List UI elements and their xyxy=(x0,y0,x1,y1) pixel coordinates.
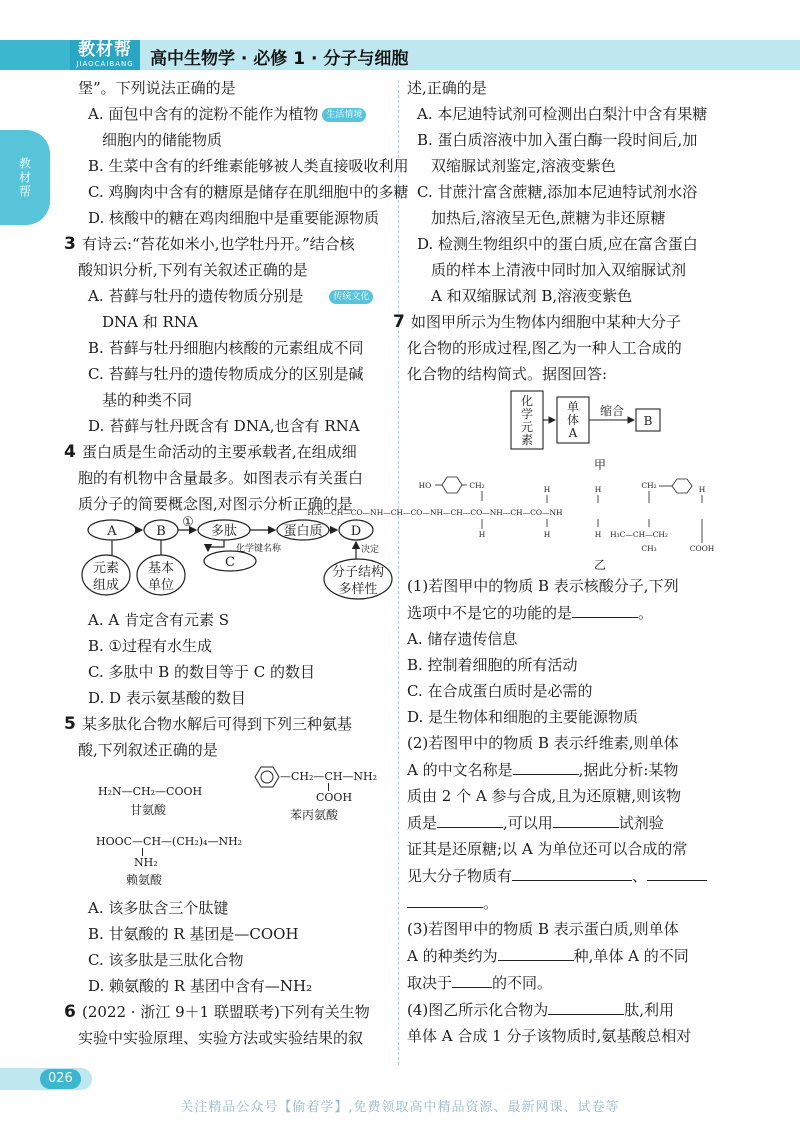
h-label: H xyxy=(594,530,602,539)
answer-blank[interactable] xyxy=(553,809,619,828)
q7-p2-2b: ,据此分析:某物 xyxy=(578,761,679,779)
ch2-label: CH₂ xyxy=(641,481,657,490)
q7-p1-2-end: 。 xyxy=(638,604,654,622)
q3-option-b: B. 苔藓与牡丹细胞内核酸的元素组成不同 xyxy=(88,339,364,357)
q2-option-b: B. 生菜中含有的纤维素能够被人类直接吸收利用 xyxy=(88,157,409,175)
q7-p2-2 xyxy=(407,756,725,783)
figure-yi-caption: 乙 xyxy=(593,558,607,572)
answer-blank[interactable] xyxy=(437,809,503,828)
node-A: A xyxy=(107,524,117,539)
side-tab: 教材帮 xyxy=(0,130,50,225)
q7-p2-2a: A 的中文名称是 xyxy=(407,761,513,779)
question-number: 3 xyxy=(64,234,76,254)
q3-option-a-text: A. 苔藓与牡丹的遗传物质分别是 xyxy=(88,287,304,305)
q3-option-a-cont: DNA 和 RNA xyxy=(102,313,198,331)
q7-p2-6a: 见大分子物质有 xyxy=(407,867,513,885)
q7-p2-5: 证其是还原糖;以 A 为单位还可以合成的常 xyxy=(407,840,688,858)
logo-sub-text: JIAOCAIBANG xyxy=(76,60,134,68)
q6-option-d-cont: 质的样本上清液中同时加入双缩脲试剂 xyxy=(431,261,687,279)
benzene-ring-icon xyxy=(254,765,280,789)
brand-logo xyxy=(70,40,140,70)
q5-stem-1: 某多肽化合物水解后可得到下列三种氨基 xyxy=(82,715,353,733)
n-terminal: H₂N—CH—CO—NH—CH—CO—NH—CH—CO—NH—CH—CO—NH xyxy=(307,508,563,517)
q5-stem-2: 酸,下列叙述正确的是 xyxy=(78,741,218,759)
q7-p2-3: 质由 2 个 A 参与合成,且为还原糖,则该物 xyxy=(407,787,681,805)
bond-line xyxy=(142,848,143,856)
node-structure-2: 多样性 xyxy=(338,582,378,597)
q7-stem xyxy=(393,309,725,335)
q7-p3-2b: 种,单体 A 的不同 xyxy=(573,947,689,965)
q7-p2-4c: 试剂验 xyxy=(618,814,664,832)
question-number: 5 xyxy=(64,714,76,734)
lysine-formula: HOOC—CH—(CH₂)₄—NH₂ xyxy=(96,835,243,848)
q4-option-d: D. D 表示氨基酸的数目 xyxy=(88,689,246,707)
q2-stem-end: 堡”。下列说法正确的是 xyxy=(78,79,236,97)
node-C: C xyxy=(225,555,235,570)
q7-p2-6 xyxy=(407,862,725,889)
q4-option-a: A. A 肯定含有元素 S xyxy=(88,611,230,629)
node-basic-unit-1: 基本 xyxy=(147,561,175,576)
q4-stem xyxy=(64,439,396,465)
h-label: H xyxy=(698,485,706,494)
box-monomer-2: 体 xyxy=(566,413,580,427)
amino-acid-structures xyxy=(78,763,396,895)
question-number: 4 xyxy=(64,442,76,462)
q7-p4-1 xyxy=(407,996,725,1023)
node-protein: 蛋白质 xyxy=(283,524,323,539)
column-divider xyxy=(398,80,399,1065)
box-elements-4: 素 xyxy=(520,433,534,447)
tag-badge: 传统文化 xyxy=(329,290,373,304)
q7-p1-d: D. 是生物体和细胞的主要能源物质 xyxy=(407,708,639,726)
phenylalanine-name: 苯丙氨酸 xyxy=(290,808,339,822)
lysine-nh2: NH₂ xyxy=(134,856,158,869)
q7-p2-4a: 质是 xyxy=(407,814,438,832)
bond-name-label: 化学键名称 xyxy=(236,544,282,554)
node-polypeptide: 多肽 xyxy=(210,524,238,539)
node-D: D xyxy=(350,524,362,539)
q7-p1-1: (1)若图甲中的物质 B 表示核酸分子,下列 xyxy=(407,577,679,595)
q2-option-d: D. 核酸中的糖在鸡肉细胞中是重要能源物质 xyxy=(88,209,380,227)
q7-p2-4b: ,可以用 xyxy=(503,814,553,832)
left-column xyxy=(64,75,409,1051)
q7-p3-2 xyxy=(407,942,725,969)
q4-stem-2: 胞的有机物中含量最多。如图表示有关蛋白 xyxy=(78,469,364,487)
q4-option-c: C. 多肽中 B 的数目等于 C 的数目 xyxy=(88,663,316,681)
node-elements-1: 元素 xyxy=(92,561,120,576)
q5-stem xyxy=(64,711,396,737)
answer-blank[interactable] xyxy=(452,969,492,988)
determines-label: 决定 xyxy=(361,545,380,555)
h-label: H xyxy=(543,530,551,539)
q7-p1-b: B. 控制着细胞的所有活动 xyxy=(407,656,578,674)
node-B: B xyxy=(156,524,166,539)
q3-stem-1: 有诗云:“苔花如米小,也学牡丹开。”结合核 xyxy=(82,235,355,253)
answer-blank[interactable] xyxy=(498,942,574,961)
h-label: H xyxy=(543,485,551,494)
q7-stem-3: 化合物的结构简式。据图回答: xyxy=(407,365,608,383)
q6-option-d-cont2: A 和双缩脲试剂 B,溶液变紫色 xyxy=(431,287,633,305)
q7-p3-3a: 取决于 xyxy=(407,974,453,992)
q7-p1-a: A. 储存遗传信息 xyxy=(407,630,518,648)
q2-option-a-text: A. 面包中含有的淀粉不能作为植物 xyxy=(88,105,319,123)
q4-stem-3: 质分子的简要概念图,对图示分析正确的是 xyxy=(78,495,353,513)
watermark-text: 关注精品公众号【偷着学】,免费领取高中精品资源、最新网课、试卷等 xyxy=(180,1100,620,1115)
answer-blank[interactable] xyxy=(647,862,707,881)
step-1-label: ① xyxy=(182,515,194,530)
phenylalanine-cooh: COOH xyxy=(316,791,353,804)
h-label: H xyxy=(478,530,486,539)
node-elements-2: 组成 xyxy=(92,578,120,593)
node-structure-1: 分子结构 xyxy=(331,565,385,580)
q2-option-a xyxy=(78,101,396,127)
node-basic-unit-2: 单位 xyxy=(147,578,175,593)
q7-p4-1a: (4)图乙所示化合物为 xyxy=(407,1001,549,1019)
cooh-label: COOH xyxy=(689,544,715,553)
q6-option-d: D. 检测生物组织中的蛋白质,应在富含蛋白 xyxy=(417,235,698,253)
figure-jia-caption: 甲 xyxy=(593,458,607,472)
q6-stem-1: (2022 · 浙江 9＋1 联盟联考)下列有关生物 xyxy=(82,1003,370,1021)
ch3-label: CH₃ xyxy=(641,544,657,553)
figure-jia xyxy=(407,387,725,475)
q7-p4-2: 单体 A 合成 1 分子该物质时,氨基酸总相对 xyxy=(407,1027,692,1045)
q7-p2-7b: 。 xyxy=(483,894,499,912)
q7-p3-3 xyxy=(407,969,725,996)
q6-option-c-cont: 加热后,溶液呈无色,蔗糖为非还原糖 xyxy=(431,209,666,227)
question-number: 6 xyxy=(64,1002,76,1022)
q6-option-b-cont: 双缩脲试剂鉴定,溶液变紫色 xyxy=(431,157,616,175)
q3-stem xyxy=(64,231,396,257)
q4-stem-1: 蛋白质是生命活动的主要承载者,在组成细 xyxy=(82,443,357,461)
tag-badge: 生活情境 xyxy=(322,108,366,122)
q7-p2-6b: 、 xyxy=(632,867,648,885)
answer-blank[interactable] xyxy=(407,889,483,908)
box-elements-2: 学 xyxy=(520,407,534,421)
h-label: H xyxy=(594,485,602,494)
q5-option-a: A. 该多肽含三个肽键 xyxy=(88,899,229,917)
q3-option-d: D. 苔藓与牡丹既含有 DNA,也含有 RNA xyxy=(88,417,360,435)
answer-blank[interactable] xyxy=(548,996,624,1015)
phenylalanine-formula: —CH₂—CH—NH₂ xyxy=(280,770,378,783)
q7-p3-1: (3)若图甲中的物质 B 表示蛋白质,则单体 xyxy=(407,920,679,938)
q6-stem-3: 述,正确的是 xyxy=(407,79,487,97)
glycine-formula: H₂N—CH₂—COOH xyxy=(98,785,203,798)
q6-option-a: A. 本尼迪特试剂可检测出白梨汁中含有果糖 xyxy=(417,105,708,123)
box-elements-3: 元 xyxy=(520,420,534,434)
answer-blank[interactable] xyxy=(512,862,632,881)
glycine-name: 甘氨酸 xyxy=(130,803,167,817)
box-elements-1: 化 xyxy=(520,394,534,408)
q5-option-b: B. 甘氨酸的 R 基团是—COOH xyxy=(88,925,299,943)
page-number: 026 xyxy=(40,1069,81,1089)
question-number: 7 xyxy=(393,312,405,332)
q3-option-c: C. 苔藓与牡丹的遗传物质成分的区别是碱 xyxy=(88,365,364,383)
q7-stem-1: 如图甲所示为生物体内细胞中某种大分子 xyxy=(411,313,682,331)
box-monomer-3: A xyxy=(568,426,578,440)
q3-stem-2: 酸知识分析,下列有关叙述正确的是 xyxy=(78,261,308,279)
bond-line xyxy=(328,783,329,791)
answer-blank[interactable] xyxy=(572,599,638,618)
q6-option-b: B. 蛋白质溶液中加入蛋白酶一段时间后,加 xyxy=(417,131,698,149)
q5-option-d: D. 赖氨酸的 R 基团中含有—NH₂ xyxy=(88,977,313,995)
q3-option-c-cont: 基的种类不同 xyxy=(102,391,193,409)
q6-stem-2: 实验中实验原理、实验方法或实验结果的叙 xyxy=(78,1029,364,1047)
logo-main-text: 教材帮 xyxy=(78,40,132,60)
q6-stem xyxy=(64,999,396,1025)
ho-group: HO xyxy=(418,481,432,490)
lysine-name: 赖氨酸 xyxy=(126,873,163,887)
q5-option-c: C. 该多肽是三肽化合物 xyxy=(88,951,244,969)
q6-option-c: C. 甘蔗汁富含蔗糖,添加本尼迪特试剂水浴 xyxy=(417,183,698,201)
q7-stem-2: 化合物的形成过程,图乙为一种人工合成的 xyxy=(407,339,682,357)
q7-p1-c: C. 在合成蛋白质时是必需的 xyxy=(407,682,593,700)
box-B: B xyxy=(643,414,653,428)
q3-option-a xyxy=(78,283,396,309)
q7-p4-1b: 肽,利用 xyxy=(624,1001,675,1019)
ch2-label: CH₂ xyxy=(469,481,485,490)
side-chain: H₃C—CH—CH₂ xyxy=(610,530,668,539)
page-title: 高中生物学 · 必修 1 · 分子与细胞 xyxy=(150,49,409,69)
q4-option-b: B. ①过程有水生成 xyxy=(88,637,213,655)
q7-p2-1: (2)若图甲中的物质 B 表示纤维素,则单体 xyxy=(407,734,679,752)
answer-blank[interactable] xyxy=(513,756,579,775)
figure-jia-svg xyxy=(407,387,725,475)
q7-p1-2 xyxy=(407,599,725,626)
q7-p3-2a: A 的种类约为 xyxy=(407,947,498,965)
q7-p2-7 xyxy=(407,889,725,916)
condensation-label: 缩合 xyxy=(599,404,625,418)
q7-p1-2-text: 选项中不是它的功能的是 xyxy=(407,604,573,622)
q2-option-a-cont: 细胞内的储能物质 xyxy=(102,131,223,149)
q7-p2-4 xyxy=(407,809,725,836)
q7-p3-3b: 的不同。 xyxy=(492,974,553,992)
concept-map-svg xyxy=(78,517,396,607)
box-monomer-1: 单 xyxy=(566,400,580,414)
protein-concept-map xyxy=(78,517,396,607)
q2-option-c: C. 鸡胸肉中含有的糖原是储存在肌细胞中的多糖 xyxy=(88,183,409,201)
